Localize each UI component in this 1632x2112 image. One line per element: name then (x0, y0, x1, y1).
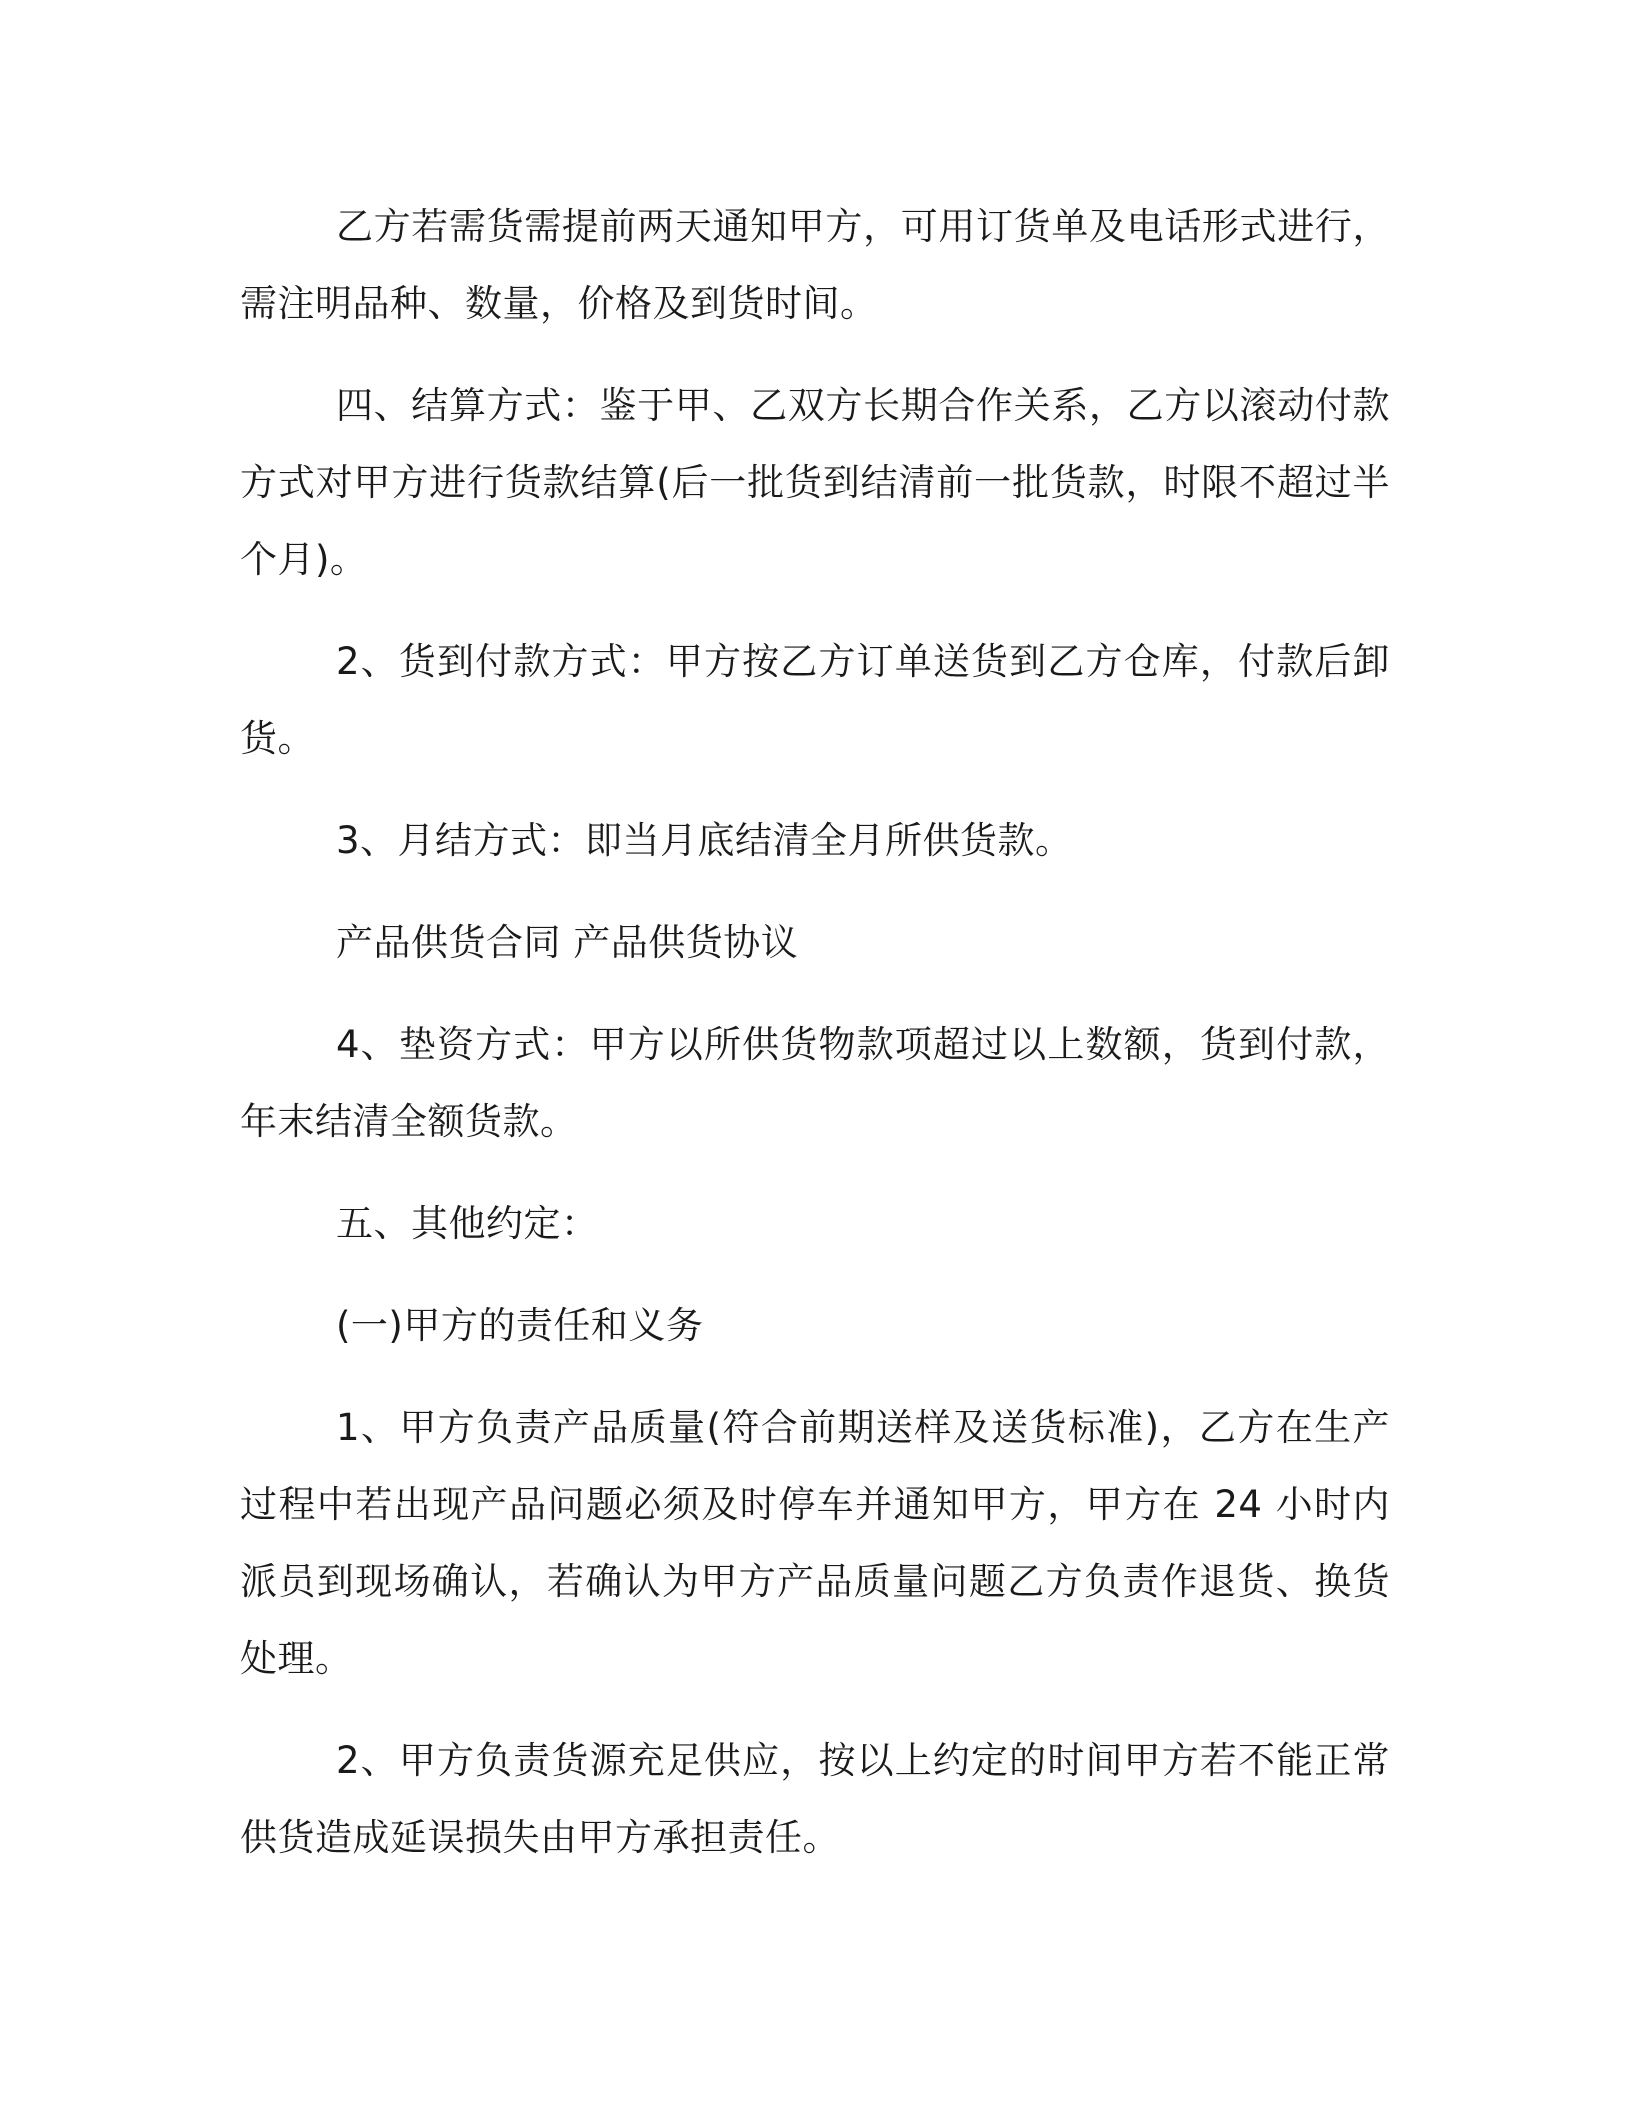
paragraph-contract-title: 产品供货合同 产品供货协议 (336, 921, 799, 964)
paragraph-settlement-method: 四、结算方式：鉴于甲、乙双方长期合作关系，乙方以滚动付款方式对甲方进行货款结算(后一批货到结清前一批货款，时限不超过半个月)。 (240, 384, 1390, 581)
paragraph-monthly-settlement: 3、月结方式：即当月底结清全月所供货款。 (336, 819, 1073, 862)
paragraph-ordering-notice: 乙方若需货需提前两天通知甲方，可用订货单及电话形式进行，需注明品种、数量，价格及到货时间。 (240, 205, 1390, 325)
paragraph-party-a-duties-heading: (一)甲方的责任和义务 (336, 1304, 704, 1347)
document-body (240, 188, 1390, 1901)
paragraph-other-terms-heading: 五、其他约定： (336, 1202, 599, 1245)
paragraph-product-quality: 1、甲方负责产品质量(符合前期送样及送货标准)，乙方在生产过程中若出现产品问题必须及时停车并通知甲方，甲方在 24 小时内派员到现场确认，若确认为甲方产品质量问题乙方负责作退货、换货处理。 (240, 1406, 1390, 1680)
paragraph-cash-on-delivery: 2、货到付款方式：甲方按乙方订单送货到乙方仓库，付款后卸货。 (240, 640, 1390, 760)
paragraph-advance-payment: 4、垫资方式：甲方以所供货物款项超过以上数额，货到付款，年末结清全额货款。 (240, 1023, 1390, 1143)
paragraph-supply-guarantee: 2、甲方负责货源充足供应，按以上约定的时间甲方若不能正常供货造成延误损失由甲方承担责任。 (240, 1739, 1390, 1859)
